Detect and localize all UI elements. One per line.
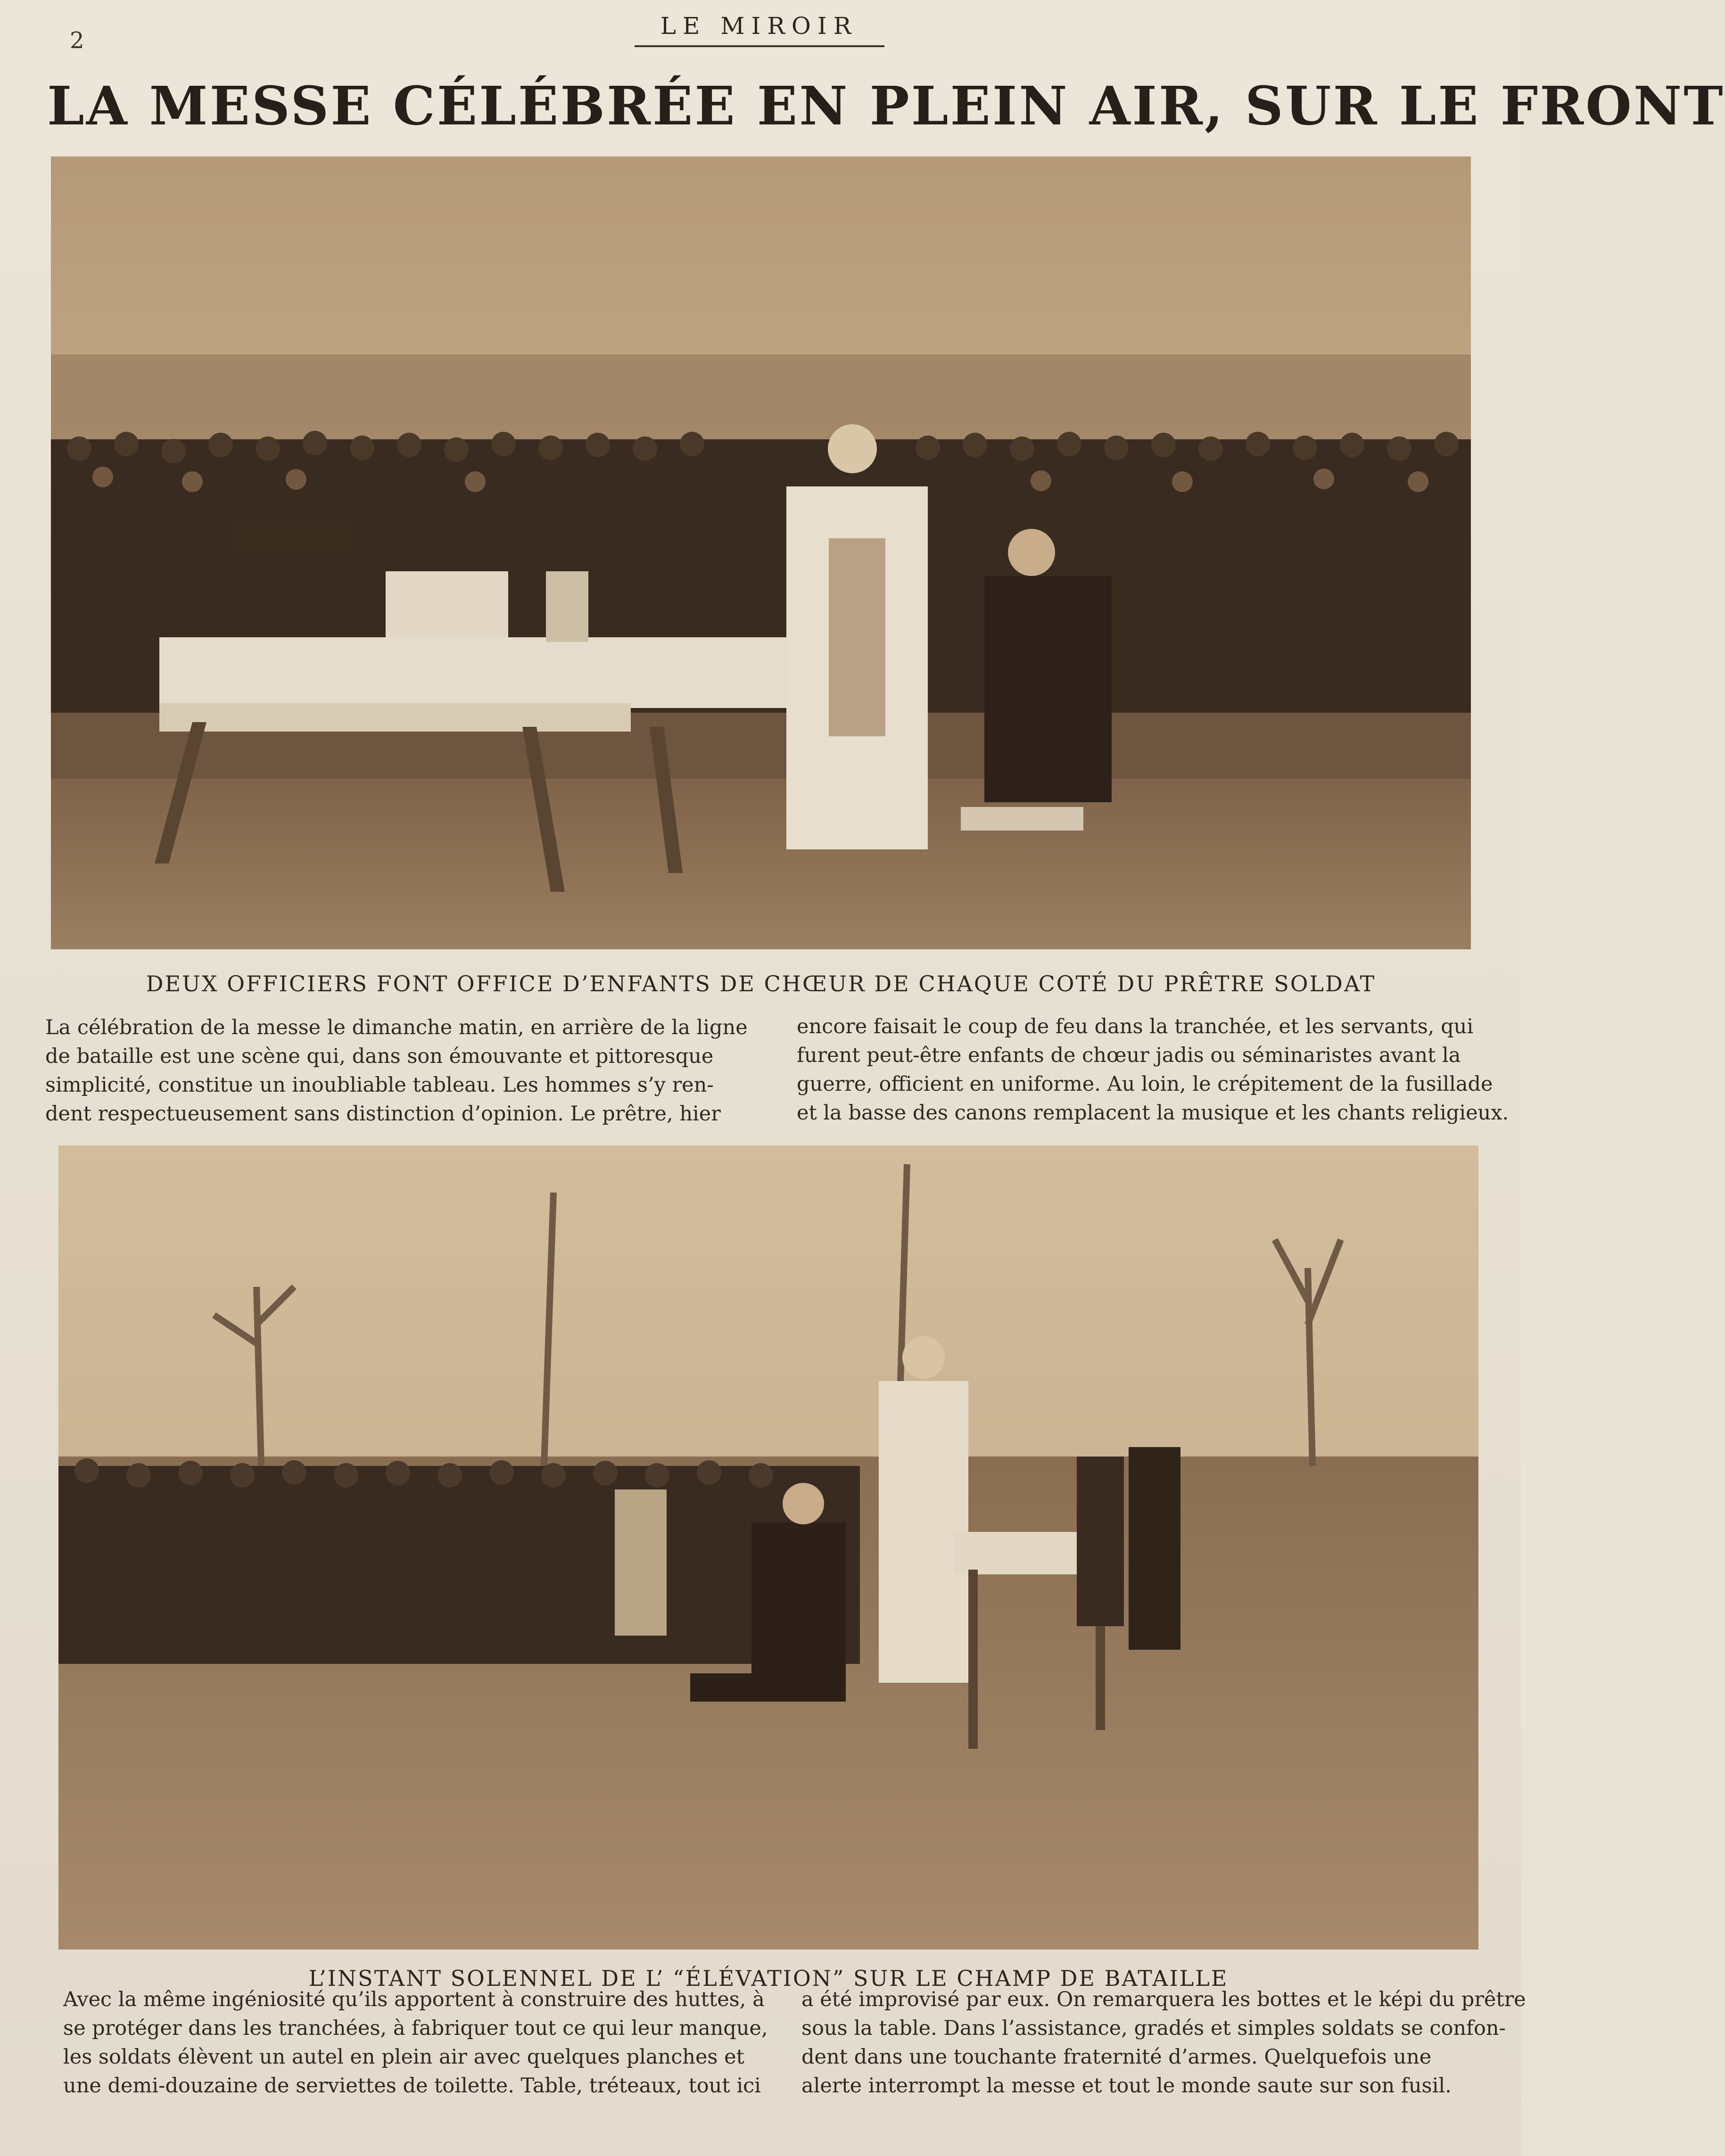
text-line: guerre, officient en uniforme. Au loin, le crépitement de la fusillade: [797, 1072, 1493, 1096]
text-line: alerte interrompt la messe et tout le monde saute sur son fusil.: [801, 2074, 1452, 2098]
text-line: se protéger dans les tranchées, à fabriquer tout ce qui leur manque,: [63, 2016, 768, 2040]
text-line: les soldats élèvent un autel en plein air avec quelques planches et: [63, 2045, 744, 2069]
text-line: de bataille est une scène qui, dans son émouvante et pittoresque: [45, 1045, 714, 1068]
photo-bottom-caption: L’INSTANT SOLENNEL DE L’ “ÉLÉVATION” SUR LE CHAMP DE BATAILLE: [308, 1966, 1229, 1991]
text-line: une demi-douzaine de serviettes de toilette. Table, tréteaux, tout ici: [63, 2074, 761, 2098]
text-line: sous la table. Dans l’assistance, gradés et simples soldats se confon-: [801, 2016, 1506, 2040]
text-line: Avec la même ingéniosité qu’ils apportent à construire des huttes, à: [63, 1988, 765, 2011]
article-bottom-left-column: [63, 1985, 768, 2100]
photo-elevation-image: [58, 1145, 1478, 1950]
page-title: LA MESSE CÉLÉBRÉE EN PLEIN AIR, SUR LE FRONT: [47, 75, 1725, 137]
photo-top-caption: DEUX OFFICIERS FONT OFFICE D’ENFANTS DE CHŒUR DE CHAQUE COTÉ DU PRÊTRE SOLDAT: [146, 971, 1376, 996]
article-top-left-column: [45, 1013, 748, 1128]
masthead-underline: [635, 45, 884, 47]
text-line: La célébration de la messe le dimanche matin, en arrière de la ligne: [45, 1016, 748, 1039]
photo-open-air-mass: [51, 156, 1471, 949]
page-number: 2: [70, 27, 84, 54]
photo-elevation: [58, 1145, 1478, 1950]
text-line: a été improvisé par eux. On remarquera les bottes et le képi du prêtre: [801, 1988, 1526, 2011]
text-line: dent dans une touchante fraternité d’armes. Quelquefois une: [801, 2045, 1432, 2069]
text-line: dent respectueusement sans distinction d’opinion. Le prêtre, hier: [45, 1102, 721, 1126]
masthead: LE MIROIR: [660, 12, 858, 40]
text-line: et la basse des canons remplacent la musique et les chants religieux.: [797, 1101, 1509, 1125]
photo-open-air-mass-image: [51, 156, 1471, 949]
text-line: furent peut-être enfants de chœur jadis ou séminaristes avant la: [797, 1044, 1461, 1067]
article-top-right-column: [797, 1012, 1509, 1127]
text-line: simplicité, constitue un inoubliable tableau. Les hommes s’y ren-: [45, 1073, 714, 1097]
text-line: encore faisait le coup de feu dans la tranchée, et les servants, qui: [797, 1015, 1474, 1038]
article-bottom-right-column: [801, 1985, 1526, 2100]
